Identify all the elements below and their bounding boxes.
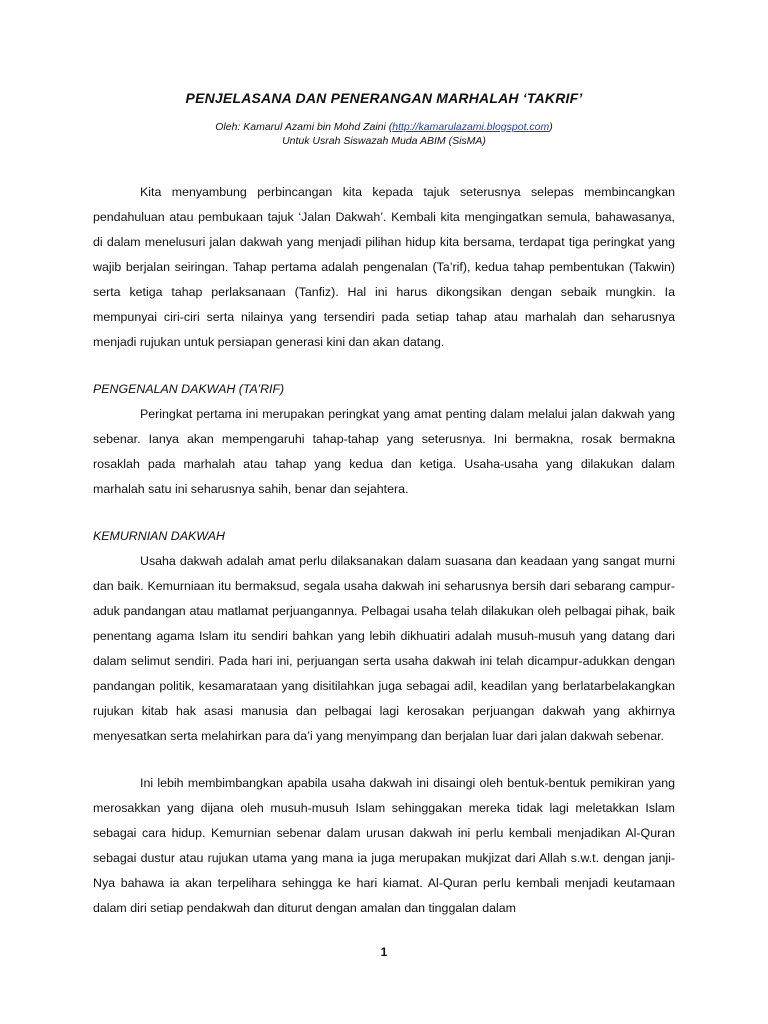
paragraph-gap (93, 749, 675, 771)
section-heading-kemurnian: KEMURNIAN DAKWAH (93, 529, 225, 543)
section-heading-pengenalan: PENGENALAN DAKWAH (TA’RIF) (93, 382, 285, 396)
section-paragraph: Ini lebih membimbangkan apabila usaha dakwah ini disaingi oleh bentuk-bentuk pemikiran yang merosakkan yang dijana oleh musuh-musuh Islam sehinggakan mereka tidak lagi meletakkan Islam sebagai cara hidup. Kemurnian sebenar dalam urusan dakwah ini perlu kembali menjadikan Al-Quran sebagai dustur atau rujukan utama yang mana ia juga merupakan mukjizat dari Allah s.w.t. dengan janji-Nya bahawa ia akan terpelihara sehingga ke hari kiamat. Al-Quran perlu kembali menjadi keutamaan dalam diri setiap pendakwah dan diturut dengan amalan dan tinggalan dalam (93, 776, 675, 915)
byline-affiliation: Untuk Usrah Siswazah Muda ABIM (SisMA) (282, 135, 486, 147)
intro-paragraph: Kita menyambung perbincangan kita kepada tajuk seterusnya selepas membincangkan pendahuluan atau pembukaan tajuk ‘Jalan Dakwah’. Kembali kita mengingatkan semula, bahawasanya, di dalam menelusuri jalan dakwah yang menjadi pilihan hidup kita bersama, terdapat tiga peringkat yang wajib berjalan seiringan. Tahap pertama adalah pengenalan (Ta’rif), kedua tahap pembentukan (Takwin) serta ketiga tahap perlaksanaan (Tanfiz). Hal ini harus dikongsikan dengan sebaik mungkin. Ia mempunyai ciri-ciri serta nilainya yang tersendiri pada setiap tahap atau marhalah dan seharusnya menjadi rujukan untuk persiapan generasi kini dan akan datang. (93, 185, 675, 349)
section-paragraph: Peringkat pertama ini merupakan peringkat yang amat penting dalam melalui jalan dakwah yang sebenar. Ianya akan mempengaruhi tahap-tahap yang seterusnya. Ini bermakna, rosak bermakna rosaklah pada marhalah atau tahap yang kedua dan ketiga. Usaha-usaha yang dilakukan dalam marhalah satu ini seharusnya sahih, benar dan sejahtera. (93, 407, 675, 496)
document-title: PENJELASANA DAN PENERANGAN MARHALAH ‘TAKRIF’ (185, 90, 583, 106)
byline-prefix: Oleh: Kamarul Azami bin Mohd Zaini ( (215, 121, 393, 133)
author-byline (93, 120, 675, 134)
byline-suffix: ) (549, 121, 553, 133)
spacer (93, 148, 675, 180)
blog-link[interactable]: http://kamarulazami.blogspot.com (392, 121, 550, 133)
section-paragraph: Usaha dakwah adalah amat perlu dilaksanakan dalam suasana dan keadaan yang sangat murni dan baik. Kemurniaan itu bermaksud, segala usaha dakwah ini seharusnya bersih dari sebarang campur-aduk pandangan atau matlamat perjuangannya. Pelbagai usaha telah dilakukan oleh pelbagai pihak, baik penentang agama Islam itu sendiri bahkan yang lebih dikhuatiri adalah musuh-musuh yang datang dari dalam selimut sendiri. Pada hari ini, perjuangan serta usaha dakwah ini telah dicampur-adukkan dengan pandangan politik, kesamarataan yang disitilahkan juga sebagai adil, keadilan yang berlatarbelakangkan rujukan kitab hak asasi manusia dan pelbagai lagi kerosakan perjuangan dakwah yang akhirnya menyesatkan serta melahirkan para da’i yang menyimpang dan berjalan luar dari jalan dakwah sebenar. (93, 554, 675, 743)
page-number: 1 (380, 945, 388, 959)
